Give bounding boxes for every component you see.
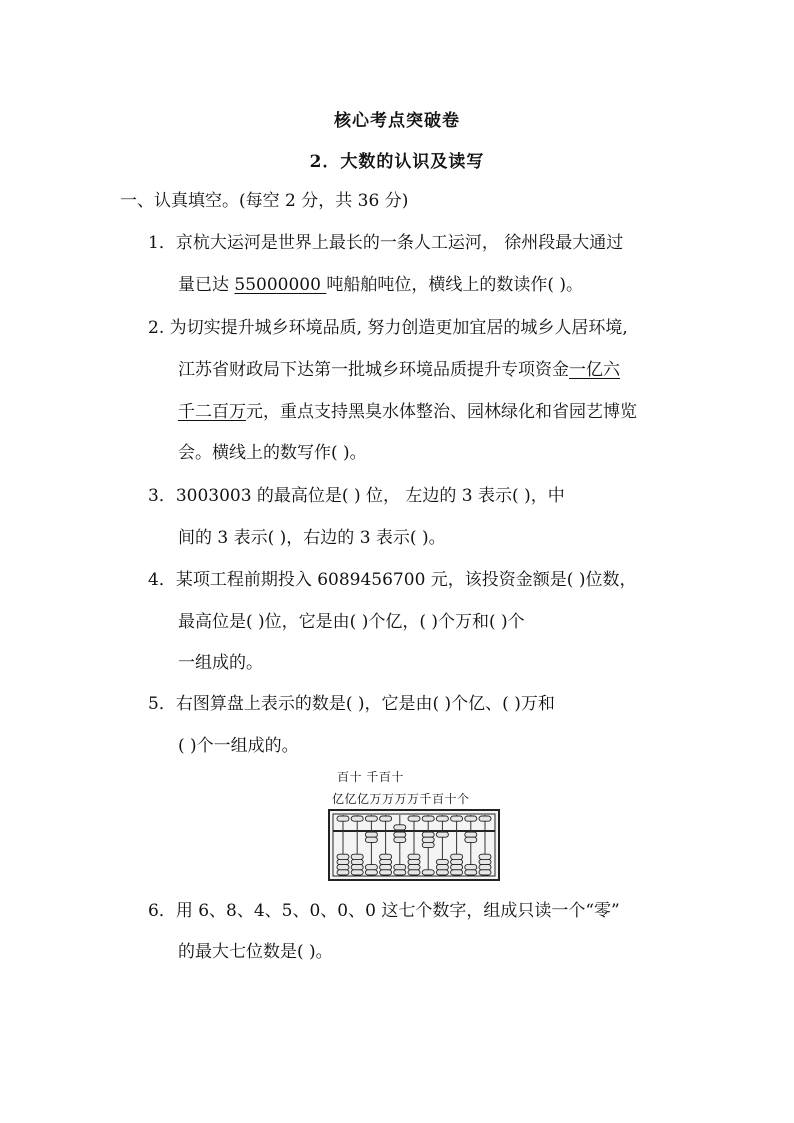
abacus-lower-bead <box>479 859 491 864</box>
abacus-upper-bead <box>351 816 363 821</box>
abacus-lower-bead <box>394 837 406 842</box>
abacus-lower-bead <box>465 870 477 875</box>
question-2-line-2 <box>178 359 620 381</box>
question-1-underlined-number: 55000000 <box>234 275 327 295</box>
question-4-line-1: 4．某项工程前期投入 6089456700 元，该投资金额是( )位数， <box>148 570 637 590</box>
abacus-lower-bead <box>479 870 491 875</box>
abacus-lower-bead <box>337 865 349 870</box>
abacus-lower-bead <box>351 854 363 859</box>
abacus-top-labels: 百十 千百十 <box>337 770 404 784</box>
abacus-lower-bead <box>436 870 448 875</box>
abacus-lower-bead <box>436 832 448 837</box>
page-title: 核心考点突破卷 <box>334 111 460 131</box>
abacus-lower-bead <box>422 842 434 847</box>
question-5-line-1: 5．右图算盘上表示的数是( )，它是由( )个亿、( )万和 <box>148 694 555 714</box>
abacus-lower-bead <box>422 870 434 875</box>
abacus-lower-bead <box>394 870 406 875</box>
abacus-lower-bead <box>451 870 463 875</box>
abacus-figure <box>328 809 500 881</box>
abacus-lower-bead <box>394 865 406 870</box>
abacus-lower-bead <box>351 870 363 875</box>
abacus-lower-bead <box>408 870 420 875</box>
question-6-line-1: 6．用 6、8、4、5、0、0、0 这七个数字，组成只读一个“零” <box>148 901 620 921</box>
question-2-underlined-start: 一亿六 <box>569 360 620 380</box>
question-3-line-1: 3．3003003 的最高位是( ) 位， 左边的 3 表示( )，中 <box>148 486 565 506</box>
abacus-upper-bead <box>479 816 491 821</box>
abacus-upper-bead <box>451 816 463 821</box>
question-4-line-2: 最高位是( )位，它是由( )个亿，( )个万和( )个 <box>178 612 525 632</box>
question-1-line-1: 1．京杭大运河是世界上最长的一条人工运河， 徐州段最大通过 <box>148 233 624 253</box>
question-5-line-2: ( )个一组成的。 <box>178 736 299 756</box>
abacus-lower-bead <box>380 865 392 870</box>
abacus-lower-bead <box>394 832 406 837</box>
question-1-line-2 <box>178 274 583 296</box>
abacus-lower-bead <box>337 859 349 864</box>
abacus-lower-bead <box>380 854 392 859</box>
abacus-upper-bead <box>394 825 406 830</box>
abacus-lower-bead <box>337 854 349 859</box>
page-subtitle: 2．大数的认识及读写 <box>309 152 485 172</box>
abacus-lower-bead <box>365 837 377 842</box>
question-2-line-3 <box>178 401 637 423</box>
abacus-upper-bead <box>380 816 392 821</box>
abacus-upper-bead <box>365 816 377 821</box>
abacus-lower-bead <box>465 832 477 837</box>
question-2-text: 江苏省财政局下达第一批城乡环境品质提升专项资金 <box>178 360 569 380</box>
abacus-lower-bead <box>365 870 377 875</box>
abacus-lower-bead <box>380 859 392 864</box>
abacus-lower-bead <box>465 865 477 870</box>
abacus-lower-bead <box>451 859 463 864</box>
abacus-upper-bead <box>422 816 434 821</box>
abacus-lower-bead <box>422 837 434 842</box>
question-2-text-cont: 元，重点支持黑臭水体整治、园林绿化和省园艺博览 <box>246 402 637 422</box>
abacus-lower-bead <box>337 870 349 875</box>
abacus-lower-bead <box>422 832 434 837</box>
abacus-lower-bead <box>408 865 420 870</box>
section-heading: 一、认真填空。(每空 2 分，共 36 分) <box>120 191 409 211</box>
abacus-lower-bead <box>436 859 448 864</box>
abacus-lower-bead <box>451 865 463 870</box>
question-4-line-3: 一组成的。 <box>178 653 263 673</box>
question-2-underlined-end: 千二百万 <box>178 402 246 422</box>
abacus-lower-bead <box>408 854 420 859</box>
abacus-upper-bead <box>337 816 349 821</box>
abacus-lower-bead <box>365 832 377 837</box>
abacus-lower-bead <box>451 854 463 859</box>
question-2-line-4: 会。横线上的数写作( )。 <box>178 443 367 463</box>
question-3-line-2: 间的 3 表示( )，右边的 3 表示( )。 <box>178 528 446 548</box>
abacus-upper-bead <box>436 816 448 821</box>
abacus-lower-bead <box>365 865 377 870</box>
abacus-lower-bead <box>465 837 477 842</box>
abacus-lower-bead <box>380 870 392 875</box>
abacus-lower-bead <box>351 865 363 870</box>
abacus-lower-bead <box>479 854 491 859</box>
abacus-lower-bead <box>408 859 420 864</box>
question-1-text-end: 吨船舶吨位，横线上的数读作( )。 <box>326 275 584 295</box>
abacus-lower-bead <box>436 865 448 870</box>
question-1-text: 量已达 <box>178 275 235 295</box>
abacus-upper-bead <box>408 816 420 821</box>
abacus-upper-bead <box>465 816 477 821</box>
abacus-lower-bead <box>351 859 363 864</box>
question-6-line-2: 的最大七位数是( )。 <box>178 942 333 962</box>
abacus-lower-bead <box>479 865 491 870</box>
question-2-line-1: 2. 为切实提升城乡环境品质, 努力创造更加宜居的城乡人居环境, <box>148 318 628 338</box>
abacus-place-labels: 亿亿亿万万万万千百十个 <box>332 792 470 806</box>
